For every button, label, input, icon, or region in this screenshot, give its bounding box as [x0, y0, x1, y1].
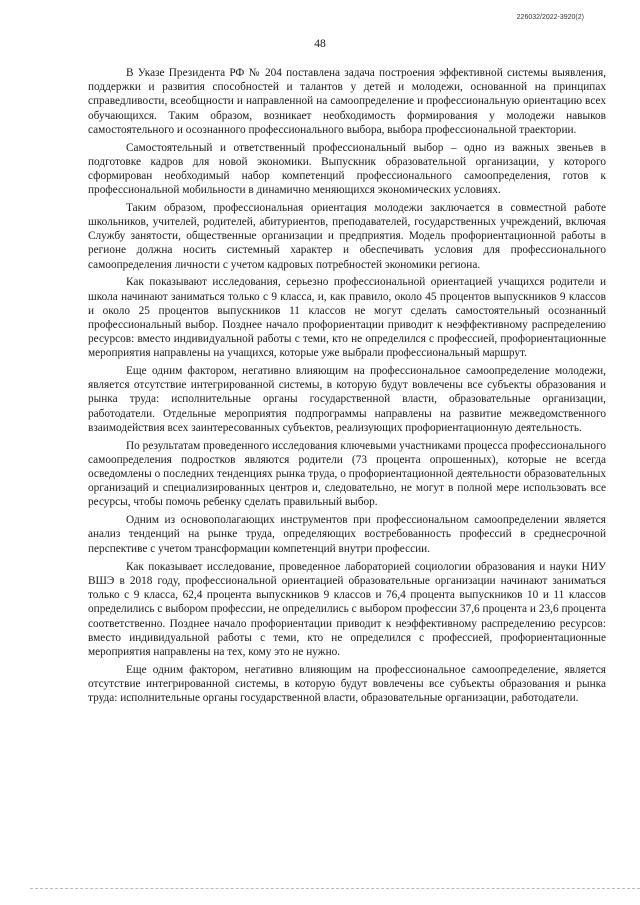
document-id-stamp: 226032/2022-3920(2)	[516, 14, 584, 21]
paragraph-7: Одним из основополагающих инструментов при профессиональном самоопределении является анализ тенденций на рынке труда, определяющих востребованность профессий в среднесрочной перспективе с учетом трансформации компетенций внутри профессии.	[88, 514, 606, 555]
scan-edge-line	[30, 888, 640, 889]
page-number: 48	[314, 38, 326, 50]
paragraph-2: Самостоятельный и ответственный профессиональный выбор – одно из важных звеньев в подготовке кадров для новой экономики. Выпускник образовательной организации, у которого сформирован необходимый набор компетенций профессионального самоопределения, готов к профессиональной мобильности в динамично меняющихся экономических условиях.	[88, 141, 606, 197]
document-body	[88, 66, 606, 709]
paragraph-3: Таким образом, профессиональная ориентация молодежи заключается в совместной работе школьников, учителей, родителей, абитуриентов, преподавателей, государственных учреждений, включая Службу занятости, общественные организации и предприятия. Модель профориентационной работы в регионе должна носить системный характер и обеспечивать условия для профессионального самоопределения личности с учетом кадровых потребностей экономики региона.	[88, 201, 606, 271]
paragraph-4: Как показывают исследования, серьезно профессиональной ориентацией учащихся родители и школа начинают заниматься только с 9 класса, и, как правило, около 45 процентов выпускников 9 классов и около 25 процентов выпускников 11 классов не могут сделать самостоятельный осознанный профессиональный выбор. Позднее начало профориентации приводит к неэффективному распределению ресурсов: вместо индивидуальной работы с теми, кто не определился с профессией, профориентационные мероприятия направлены на учащихся, которые уже выбрали профессиональный маршрут.	[88, 276, 606, 360]
paragraph-9: Еще одним фактором, негативно влияющим на профессиональное самоопределение, является отсутствие интегрированной системы, в которую будут вовлечены все субъекты образования и рынка труда: исполнительные органы государственной власти, образовательные организации, работодатели.	[88, 663, 606, 705]
paragraph-8: Как показывает исследование, проведенное лабораторией социологии образования и науки НИУ ВШЭ в 2018 году, профессиональной ориентацией образовательные организации начинают заниматься только с 9 класса, 62,4 процента выпускников 9 классов и 76,4 процента выпускников 10 и 11 классов определились с выбором профессии, не определились с выбором профессии 37,6 процента и 23,6 процента соответственно. Позднее начало профориентации приводит к неэффективному распределению ресурсов: вместо индивидуальной работы с теми, кто не определился с профессией, профориентационные мероприятия направлены на тех, кому это не нужно.	[88, 560, 606, 658]
paragraph-1: В Указе Президента РФ № 204 поставлена задача построения эффективной системы выявления, поддержки и развития способностей и талантов у детей и молодежи, основанной на принципах справедливости, всеобщности и направленной на самоопределение и профессиональную ориентацию всех обучающихся. Таким образом, возникает необходимость формирования у молодежи навыков самостоятельного и осознанного профессионального выбора, выбора профессиональной траектории.	[88, 67, 606, 136]
paragraph-5: Еще одним фактором, негативно влияющим на профессиональное самоопределение молодежи, является отсутствие интегрированной системы, в которую будут вовлечены все субъекты образования и рынка труда: исполнительные органы государственной власти, образовательные организации, работодатели. Отдельные мероприятия подпрограммы направлены на развитие межведомственного взаимодействия всех заинтересованных субъектов, реализующих профориентационную деятельность.	[88, 365, 606, 434]
paragraph-6: По результатам проведенного исследования ключевыми участниками процесса профессионального самоопределения подростков являются родители (73 процента опрошенных), которые не всегда осведомлены о последних тенденциях рынка труда, о профориентационной деятельности образовательных организаций и специализированных центров и, следовательно, не могут в полной мере использовать все ресурсы, чтобы помочь ребенку сделать правильный выбор.	[88, 439, 606, 509]
